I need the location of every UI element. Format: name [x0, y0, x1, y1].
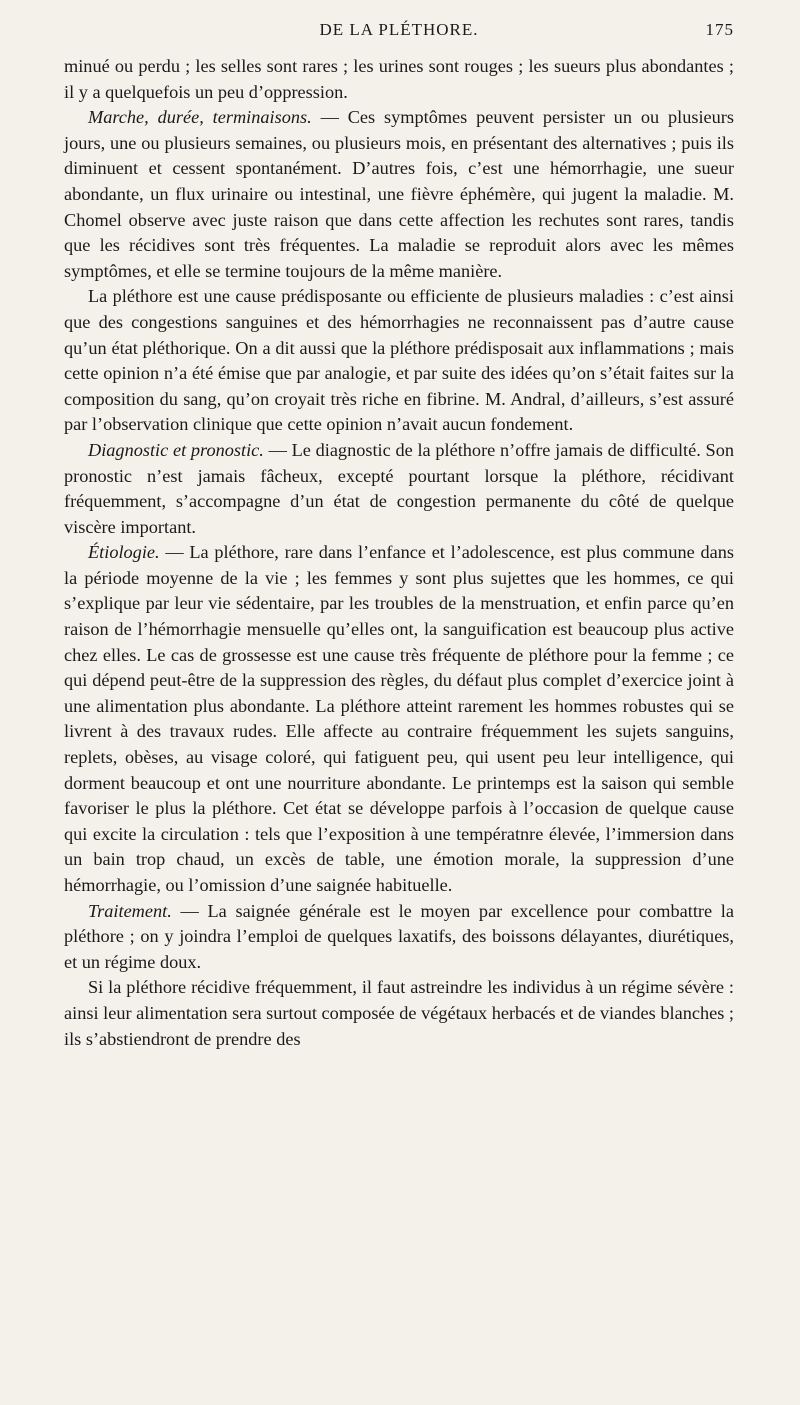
paragraph-text: Si la pléthore récidive fréquemment, il faut astreindre les individus à un régime sévère : ainsi leur alimentation sera surtout composée de végétaux herbacés et de viandes blanches ; ils s’abstiendront de prendre des	[64, 977, 734, 1049]
paragraph-2	[64, 105, 734, 284]
section-heading-etiologie: Étiologie.	[88, 542, 160, 563]
section-heading-marche: Marche, durée, terminaisons.	[88, 107, 312, 128]
running-title: DE LA PLÉTHORE.	[319, 20, 479, 39]
book-page	[64, 16, 734, 1052]
section-heading-diagnostic: Diagnostic et pronostic.	[88, 439, 264, 460]
paragraph-7	[64, 975, 734, 1052]
paragraph-text: — La saignée générale est le moyen par excellence pour combattre la pléthore ; on y joindra l’emploi de quelques laxatifs, des boissons délayantes, diurétiques, et un régime doux.	[64, 900, 734, 972]
page-number: 175	[705, 20, 734, 39]
body-text	[64, 54, 734, 1052]
section-heading-traitement: Traitement.	[88, 900, 172, 921]
running-head	[64, 16, 734, 46]
paragraph-6	[64, 899, 734, 976]
paragraph-5	[64, 540, 734, 898]
paragraph-text: — Le diagnostic de la pléthore n’offre jamais de difficulté. Son pronostic n’est jamais fâcheux, excepté pourtant lorsque la pléthore, récidivant fréquemment, s’accompagne d’un état de congestion permanente du côté de quelque viscère important.	[64, 439, 734, 537]
paragraph-text: — La pléthore, rare dans l’enfance et l’adolescence, est plus commune dans la période moyenne de la vie ; les femmes y sont plus sujettes que les hommes, ce qui s’explique par leur vie sédentaire, par les troubles de la menstruation, et enfin parce qu’en raison de l’hémorrhagie mensuelle qu’elles ont, la sanguification est beaucoup plus active chez elles. Le cas de grossesse est une cause très fréquente de pléthore pour la femme ; ce qui dépend peut-être de la suppression des règles, du défaut plus complet d’exercice joint à une alimentation plus abondante. La pléthore atteint rarement les hommes robustes qui se livrent à des travaux rudes. Elle affecte au contraire fréquemment les sujets sanguins, replets, obèses, au visage coloré, qui fatiguent peu, qui usent peu leur intelligence, qui dorment beaucoup et ont une nourriture abondante. Le printemps est la saison qui semble favoriser le plus la pléthore. Cet état se développe parfois à l’occasion de quelque cause qui excite la circulation : tels que l’exposition à une températnre élevée, l’immersion dans un bain trop chaud, un excès de table, une émotion morale, la suppression d’une hémorrhagie, ou l’omission d’une saignée habituelle.	[64, 542, 734, 895]
paragraph-1	[64, 54, 734, 105]
paragraph-3	[64, 284, 734, 438]
paragraph-text: minué ou perdu ; les selles sont rares ; les urines sont rouges ; les sueurs plus abondantes ; il y a quelquefois un peu d’oppression.	[64, 56, 734, 102]
paragraph-text: — Ces symptômes peuvent persister un ou plusieurs jours, une ou plusieurs semaines, ou plusieurs mois, en présentant des alternatives ; puis ils diminuent et cessent spontanément. D’autres fois, c’est une hémorrhagie, une sueur abondante, un flux urinaire ou intestinal, une fièvre éphémère, qui jugent la maladie. M. Chomel observe avec juste raison que dans cette affection les rechutes sont rares, tandis que les récidives sont très fréquentes. La maladie se reproduit alors avec les mêmes symptômes, et elle se termine toujours de la même manière.	[64, 107, 734, 281]
paragraph-4	[64, 438, 734, 540]
paragraph-text: La pléthore est une cause prédisposante ou efficiente de plusieurs maladies : c’est ainsi que des congestions sanguines et des hémorrhagies ne reconnaissent pas d’autre cause qu’un état pléthorique. On a dit aussi que la pléthore prédisposait aux inflammations ; mais cette opinion n’a été émise que par analogie, et par suite des idées qu’on s’était faites sur la composition du sang, qu’on croyait très riche en fibrine. M. Andral, d’ailleurs, s’est assuré par l’observation clinique que cette opinion n’avait aucun fondement.	[64, 286, 734, 435]
